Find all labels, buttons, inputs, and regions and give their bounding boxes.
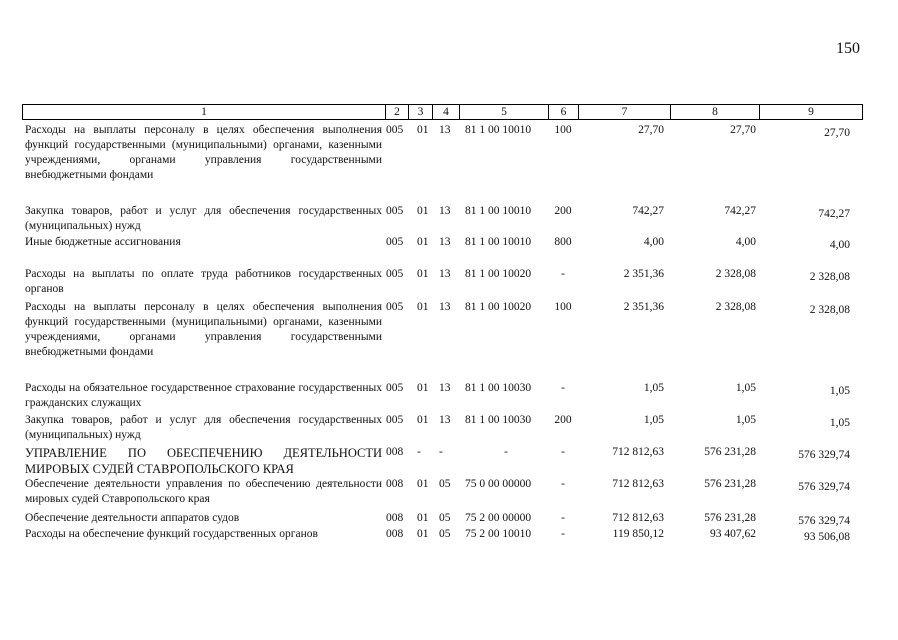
row-csr: 75 0 00 00000 <box>465 478 532 490</box>
row-value-year1: 712 812,63 <box>612 478 664 490</box>
row-ved: 008 <box>386 528 404 540</box>
row-name: Расходы на обязательное государственное страхование государственных гражданских служащих <box>25 382 382 409</box>
row-value-year1: 27,70 <box>638 124 664 136</box>
row-pr: 13 <box>439 382 451 394</box>
row-value-year1: 2 351,36 <box>623 301 664 313</box>
row-value-year2: 93 407,62 <box>710 528 756 540</box>
header-cell-7: 7 <box>578 105 670 119</box>
row-pr: 05 <box>439 512 451 524</box>
row-ved: 005 <box>386 301 404 313</box>
row-ved: 005 <box>386 236 404 248</box>
row-rz: 01 <box>417 478 429 490</box>
row-value-year2: 1,05 <box>735 414 756 426</box>
row-value-year3: 93 506,08 <box>804 531 850 543</box>
row-vr: - <box>561 512 565 524</box>
row-csr: 81 1 00 10010 <box>465 205 532 217</box>
row-csr: 75 2 00 00000 <box>465 512 532 524</box>
header-cell-5: 5 <box>459 105 548 119</box>
row-pr: 05 <box>439 528 451 540</box>
row-csr: - <box>504 446 508 458</box>
header-cell-2: 2 <box>385 105 408 119</box>
row-csr: 81 1 00 10020 <box>465 301 532 313</box>
row-value-year1: 712 812,63 <box>612 512 664 524</box>
row-rz: 01 <box>417 301 429 313</box>
row-value-year2: 742,27 <box>724 205 756 217</box>
header-cell-8: 8 <box>670 105 759 119</box>
row-pr: 13 <box>439 301 451 313</box>
row-value-year3: 2 328,08 <box>809 271 850 283</box>
row-vr: - <box>561 528 565 540</box>
row-value-year1: 4,00 <box>643 236 664 248</box>
row-name: Обеспечение деятельности управления по обеспечению деятельности мировых судей Ставропольского края <box>25 478 382 505</box>
row-csr: 75 2 00 10010 <box>465 528 532 540</box>
row-name: Иные бюджетные ассигнования <box>25 236 181 248</box>
row-value-year3: 576 329,74 <box>798 481 850 493</box>
row-pr: 13 <box>439 236 451 248</box>
row-csr: 81 1 00 10020 <box>465 268 532 280</box>
header-cell-9: 9 <box>759 105 862 119</box>
row-value-year2: 1,05 <box>735 382 756 394</box>
row-vr: 100 <box>554 301 572 313</box>
row-pr: 13 <box>439 124 451 136</box>
row-value-year1: 1,05 <box>643 414 664 426</box>
row-pr: 13 <box>439 268 451 280</box>
row-csr: 81 1 00 10030 <box>465 414 532 426</box>
header-cell-6: 6 <box>548 105 578 119</box>
row-value-year1: 2 351,36 <box>623 268 664 280</box>
row-name: Расходы на обеспечение функций государственных органов <box>25 528 318 540</box>
row-value-year3: 4,00 <box>829 239 850 251</box>
row-value-year1: 1,05 <box>643 382 664 394</box>
row-rz: 01 <box>417 382 429 394</box>
row-value-year2: 27,70 <box>730 124 756 136</box>
page-number: 150 <box>836 40 860 57</box>
row-ved: 005 <box>386 382 404 394</box>
row-value-year3: 1,05 <box>829 417 850 429</box>
row-rz: 01 <box>417 236 429 248</box>
row-name: Расходы на выплаты по оплате труда работников государственных органов <box>25 268 382 295</box>
row-name: Расходы на выплаты персоналу в целях обеспечения выполнения функций государственными (муниципальными) органами, казенными учреждениями, органами управления государственными внебюджетными фондами <box>25 124 382 181</box>
row-csr: 81 1 00 10010 <box>465 236 532 248</box>
row-value-year1: 119 850,12 <box>612 528 664 540</box>
row-value-year2: 4,00 <box>735 236 756 248</box>
row-name: Расходы на выплаты персоналу в целях обеспечения выполнения функций государственными (муниципальными) органами, казенными учреждениями, органами управления государственными внебюджетными фондами <box>25 301 382 358</box>
row-csr: 81 1 00 10010 <box>465 124 532 136</box>
table-header <box>22 104 863 120</box>
row-name: Обеспечение деятельности аппаратов судов <box>25 512 240 524</box>
row-value-year3: 742,27 <box>818 208 850 220</box>
row-pr: 13 <box>439 205 451 217</box>
row-pr: - <box>439 446 443 458</box>
row-rz: 01 <box>417 512 429 524</box>
row-pr: 05 <box>439 478 451 490</box>
row-name: Закупка товаров, работ и услуг для обеспечения государственных (муниципальных) нужд <box>25 205 382 232</box>
row-vr: - <box>561 446 565 458</box>
row-value-year2: 576 231,28 <box>704 478 756 490</box>
row-value-year1: 742,27 <box>632 205 664 217</box>
row-value-year2: 576 231,28 <box>704 446 756 458</box>
row-rz: 01 <box>417 414 429 426</box>
row-rz: 01 <box>417 205 429 217</box>
row-ved: 008 <box>386 478 404 490</box>
row-vr: - <box>561 382 565 394</box>
row-rz: 01 <box>417 268 429 280</box>
row-value-year2: 576 231,28 <box>704 512 756 524</box>
row-value-year3: 576 329,74 <box>798 515 850 527</box>
row-name: Закупка товаров, работ и услуг для обеспечения государственных (муниципальных) нужд <box>25 414 382 441</box>
row-value-year1: 712 812,63 <box>612 446 664 458</box>
row-vr: 200 <box>554 205 572 217</box>
row-pr: 13 <box>439 414 451 426</box>
row-value-year3: 2 328,08 <box>809 304 850 316</box>
row-rz: 01 <box>417 124 429 136</box>
row-vr: 800 <box>554 236 572 248</box>
row-value-year3: 576 329,74 <box>798 449 850 461</box>
header-cell-1: 1 <box>201 106 207 118</box>
row-value-year3: 1,05 <box>829 385 850 397</box>
row-vr: 100 <box>554 124 572 136</box>
row-value-year2: 2 328,08 <box>715 301 756 313</box>
row-rz: - <box>417 446 421 458</box>
row-vr: - <box>561 268 565 280</box>
row-vr: 200 <box>554 414 572 426</box>
header-cell-4: 4 <box>432 105 459 119</box>
row-ved: 005 <box>386 414 404 426</box>
row-value-year2: 2 328,08 <box>715 268 756 280</box>
row-ved: 008 <box>386 446 404 458</box>
row-ved: 008 <box>386 512 404 524</box>
row-csr: 81 1 00 10030 <box>465 382 532 394</box>
row-vr: - <box>561 478 565 490</box>
row-rz: 01 <box>417 528 429 540</box>
row-ved: 005 <box>386 205 404 217</box>
row-ved: 005 <box>386 124 404 136</box>
header-cell-3: 3 <box>408 105 432 119</box>
row-ved: 005 <box>386 268 404 280</box>
row-name: УПРАВЛЕНИЕ ПО ОБЕСПЕЧЕНИЮ ДЕЯТЕЛЬНОСТИ МИРОВЫХ СУДЕЙ СТАВРОПОЛЬСКОГО КРАЯ <box>25 446 382 476</box>
row-value-year3: 27,70 <box>824 127 850 139</box>
